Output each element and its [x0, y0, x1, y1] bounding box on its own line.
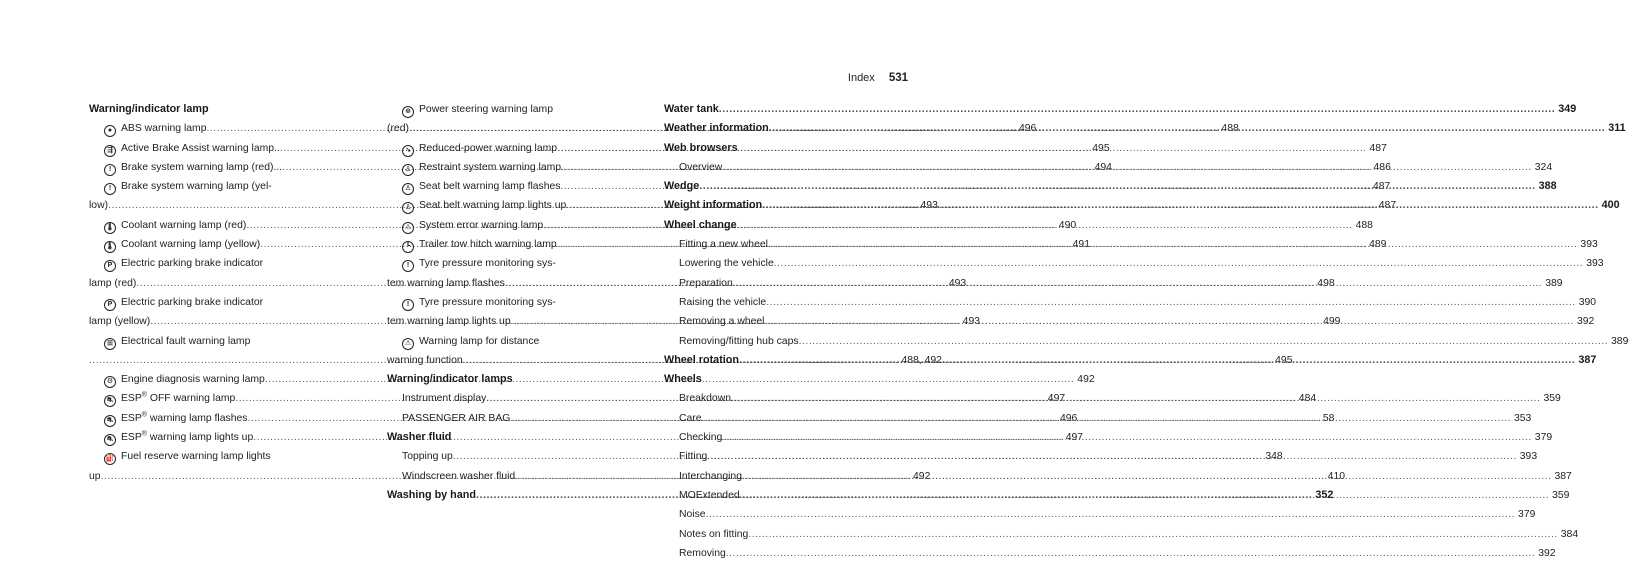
page-ref: 491: [1072, 239, 1090, 251]
leader-dots: [742, 467, 1551, 486]
entry-cont-text: tem warning lamp flashes: [387, 277, 505, 289]
entry-text: ⛐ ESP® warning lamp flashes: [104, 409, 247, 428]
page-ref: 498: [1317, 277, 1335, 289]
leader-dots: [766, 293, 1575, 312]
registered-mark: ®: [141, 430, 147, 438]
page-ref: 487: [1369, 142, 1387, 154]
parking-brake-icon: P: [104, 260, 116, 272]
sub-entry-line: [664, 293, 1597, 312]
entry-text: 🌡 Coolant warning lamp (yellow): [104, 235, 260, 254]
page-ref: 379: [1534, 432, 1553, 444]
entry-text-first: ⊛ Power steering warning lamp: [402, 100, 645, 119]
page-ref: 488, 492: [901, 354, 942, 366]
sub-entry-text: Instrument display: [402, 393, 487, 405]
entry-text: ⛐ ESP® warning lamp lights up: [104, 428, 253, 447]
sub-entry-text: Interchanging: [679, 470, 742, 482]
entry-text: ⛐ ESP® OFF warning lamp: [104, 389, 235, 408]
page-ref: 392: [1576, 316, 1595, 328]
page-ref: 389: [1611, 335, 1628, 347]
brake-yellow-icon: !: [104, 183, 116, 195]
page-ref: 388: [1538, 180, 1557, 193]
esp-off-icon: ⛐: [104, 395, 116, 407]
sub-entry-text: Removing: [679, 547, 726, 559]
leader-dots: [719, 100, 1555, 119]
entry-cont-text: low): [89, 200, 109, 212]
entry-text-first: P Electric parking brake indicator: [104, 254, 349, 273]
entry-text: ⇶ Active Brake Assist warning lamp..: [104, 139, 280, 158]
page-ref: 349: [1558, 103, 1577, 115]
leader-dots: [739, 351, 1575, 370]
leader-dots: [768, 235, 1577, 254]
page-ref: 392: [1538, 547, 1556, 559]
page-ref: 490: [1058, 219, 1077, 231]
parking-brake-yellow-icon: P: [104, 299, 116, 311]
page-ref: 324: [1534, 161, 1553, 173]
entry-text: ♙ Seat belt warning lamp flashes: [402, 177, 561, 196]
page-ref: 497: [1047, 393, 1066, 405]
index-heading: Wheel change: [664, 218, 737, 231]
page-ref: 484: [1298, 393, 1317, 405]
leader-dots: [774, 254, 1583, 273]
entry-text-first: P Electric parking brake indicator: [104, 293, 349, 312]
index-heading: Warning/indicator lamps: [387, 373, 513, 386]
leader-dots: [764, 312, 1573, 331]
sub-entry-line: [664, 525, 1579, 544]
engine-icon: ⚙: [104, 376, 116, 388]
page-ref: 393: [1586, 258, 1604, 270]
sub-entry-text: Preparation: [679, 277, 733, 289]
page-ref: 410: [1327, 470, 1346, 482]
entry-text-first: ! Tyre pressure monitoring sys-: [402, 293, 645, 312]
page-ref: 353: [1514, 412, 1532, 424]
page-ref: 492: [1077, 374, 1095, 386]
index-heading-text: Wedge: [664, 180, 700, 193]
sub-entry-text: Raising the vehicle: [679, 296, 767, 308]
page-ref: 488: [1355, 219, 1373, 231]
page-number: 531: [888, 72, 908, 84]
battery-icon: ⊞: [104, 338, 116, 350]
seatbelt-flash-icon: ♙: [402, 183, 414, 195]
sub-entry-text: Checking: [679, 432, 723, 444]
sub-entry-text: PASSENGER AIR BAG: [402, 412, 511, 424]
page-ref: 496: [1018, 123, 1037, 135]
tyre-lit-icon: !: [402, 299, 414, 311]
entry-cont-text: (red): [387, 123, 409, 135]
fuel-icon: ⛽: [104, 453, 116, 465]
entry-text-first: ⛽ Fuel reserve warning lamp lights: [104, 447, 349, 466]
sub-entry-line: [664, 505, 1536, 524]
entry-text-first: ⊞ Electrical fault warning lamp: [104, 332, 349, 351]
page-ref: 359: [1552, 489, 1570, 501]
leader-dots: [769, 119, 1605, 138]
registered-mark: ®: [141, 391, 147, 399]
restraint-icon: ♙: [402, 164, 414, 176]
sub-entry-line: [664, 544, 1556, 563]
page-ref: 493: [920, 200, 938, 212]
leader-dots: [726, 544, 1535, 563]
distance-icon: ⚠: [402, 338, 414, 350]
sub-entry-text: Fitting: [679, 451, 708, 463]
entry-text: ♙ Seat belt warning lamp lights up: [402, 196, 566, 215]
index-heading: Washer fluid: [387, 431, 452, 444]
index-heading-line: [664, 100, 1577, 119]
sub-entry-text: Removing a wheel: [679, 316, 765, 328]
page-ref: 384: [1560, 528, 1579, 540]
esp-lit-icon: ⛐: [104, 434, 116, 446]
entry-cont-text: lamp (red): [89, 277, 137, 289]
leader-dots: [699, 177, 1535, 196]
entry-text-first: ! Brake system warning lamp (yel-: [104, 177, 349, 196]
page-ref: 493: [948, 277, 967, 289]
sub-entry-text: Removing/fitting hub caps: [679, 335, 799, 347]
sub-entry-text: Noise: [679, 509, 706, 521]
index-heading-text: Weather information: [664, 122, 769, 135]
leader-dots: [748, 525, 1557, 544]
index-heading-text: Weight information: [664, 199, 763, 212]
sub-entry-text: MOExtended: [679, 489, 740, 501]
esp-flash-icon: ⛐: [104, 415, 116, 427]
sub-entry-text: Windscreen washer fluid: [402, 470, 516, 482]
page-ref: 487: [1372, 181, 1391, 193]
entry-text: ↘ Reduced-power warning lamp: [402, 139, 557, 158]
page-ref: 492: [913, 470, 931, 482]
page-ref: 389: [1545, 277, 1563, 289]
brake-red-icon: !: [104, 164, 116, 176]
page-ref: 488: [1221, 123, 1239, 135]
sub-entry-text: Breakdown: [679, 393, 731, 405]
index-heading: Web browsers: [664, 141, 738, 154]
steering-icon: ⊛: [402, 106, 414, 118]
sub-entry-text: Notes on fitting: [679, 528, 749, 540]
trailer-icon: ┗: [402, 241, 414, 253]
page-header: [848, 72, 908, 84]
sub-entry-text: Care: [679, 412, 702, 424]
seatbelt-lit-icon: ♙: [402, 202, 414, 214]
leader-dots: [799, 332, 1608, 351]
sub-entry-text: Lowering the vehicle: [679, 258, 774, 270]
leader-dots: [762, 196, 1598, 215]
sub-entry-text: Topping up: [402, 451, 453, 463]
page-ref: 487: [1378, 200, 1397, 212]
entry-text-first: ⚠ Warning lamp for distance: [402, 332, 645, 351]
index-heading: Warning/indicator lamp: [89, 103, 209, 115]
system-error-icon: ⚠: [402, 222, 414, 234]
leader-dots: [733, 274, 1542, 293]
index-heading-text: Wheel rotation: [664, 353, 739, 366]
leader-dots: [740, 486, 1549, 505]
sub-entry-text: Overview: [679, 161, 723, 173]
entry-text: ! Brake system warning lamp (red)...: [104, 158, 282, 177]
page-ref: 495: [1092, 142, 1110, 154]
page-ref: 393: [1519, 451, 1538, 463]
page-ref: 311: [1608, 122, 1626, 135]
index-entry: [664, 100, 1577, 119]
page-ref: 497: [1065, 432, 1084, 444]
page-ref: 387: [1578, 353, 1597, 366]
entry-cont-text: lamp (yellow): [89, 316, 151, 328]
page-ref: 379: [1518, 509, 1536, 521]
leader-dots: [722, 158, 1531, 177]
index-heading-text: Water tank: [664, 103, 719, 115]
entry-text: ● ABS warning lamp: [104, 119, 206, 138]
page-ref: 495: [1275, 354, 1293, 366]
leader-dots: [706, 505, 1515, 524]
registered-mark: ®: [141, 411, 147, 419]
page-ref: 496: [1059, 412, 1078, 424]
page-ref: 393: [1580, 239, 1598, 251]
page-ref: 359: [1543, 393, 1561, 405]
sub-entry-line: [664, 332, 1628, 351]
page-ref: 390: [1578, 296, 1597, 308]
entry-text: ⚠ System error warning lamp: [402, 216, 543, 235]
index-heading-text: Washing by hand: [387, 488, 476, 501]
leader-dots: [731, 389, 1540, 408]
page-ref: 494: [1094, 161, 1112, 173]
entry-cont-text: warning function: [387, 354, 463, 366]
tyre-flash-icon: !: [402, 260, 414, 272]
coolant-icon: 🌡: [104, 222, 116, 234]
coolant-yellow-icon: 🌡: [104, 241, 116, 253]
page-ref: 493: [962, 316, 981, 328]
page-ref: 352: [1315, 488, 1334, 501]
entry-cont-text: up: [89, 470, 101, 482]
page-ref: 400: [1601, 199, 1620, 212]
page-ref: 486: [1373, 161, 1391, 173]
entry-text: ⚙ Engine diagnosis warning lamp: [104, 370, 265, 389]
entry-cont-text: tem warning lamp lights up: [387, 316, 511, 328]
entry-text: ┗ Trailer tow hitch warning lamp: [402, 235, 557, 254]
page-ref: 58: [1322, 412, 1335, 424]
brake-assist-icon: ⇶: [104, 145, 116, 157]
page-ref: 489: [1369, 239, 1387, 251]
entry-text-first: ! Tyre pressure monitoring sys-: [402, 254, 645, 273]
reduced-power-icon: ↘: [402, 145, 414, 157]
leader-dots: [702, 409, 1511, 428]
leader-dots: [707, 447, 1516, 466]
page-ref: 499: [1323, 316, 1341, 328]
entry-text: ♙ Restraint system warning lamp: [402, 158, 561, 177]
entry-text: 🌡 Coolant warning lamp (red): [104, 216, 246, 235]
abs-icon: ●: [104, 125, 116, 137]
index-heading: Wheels: [664, 373, 702, 386]
header-label: Index: [847, 72, 875, 84]
page-ref: 387: [1554, 470, 1572, 482]
page-ref: 348: [1265, 451, 1283, 463]
sub-entry-text: Fitting a new wheel: [679, 239, 768, 251]
leader-dots: [722, 428, 1531, 447]
sub-entry-line: [664, 254, 1604, 273]
